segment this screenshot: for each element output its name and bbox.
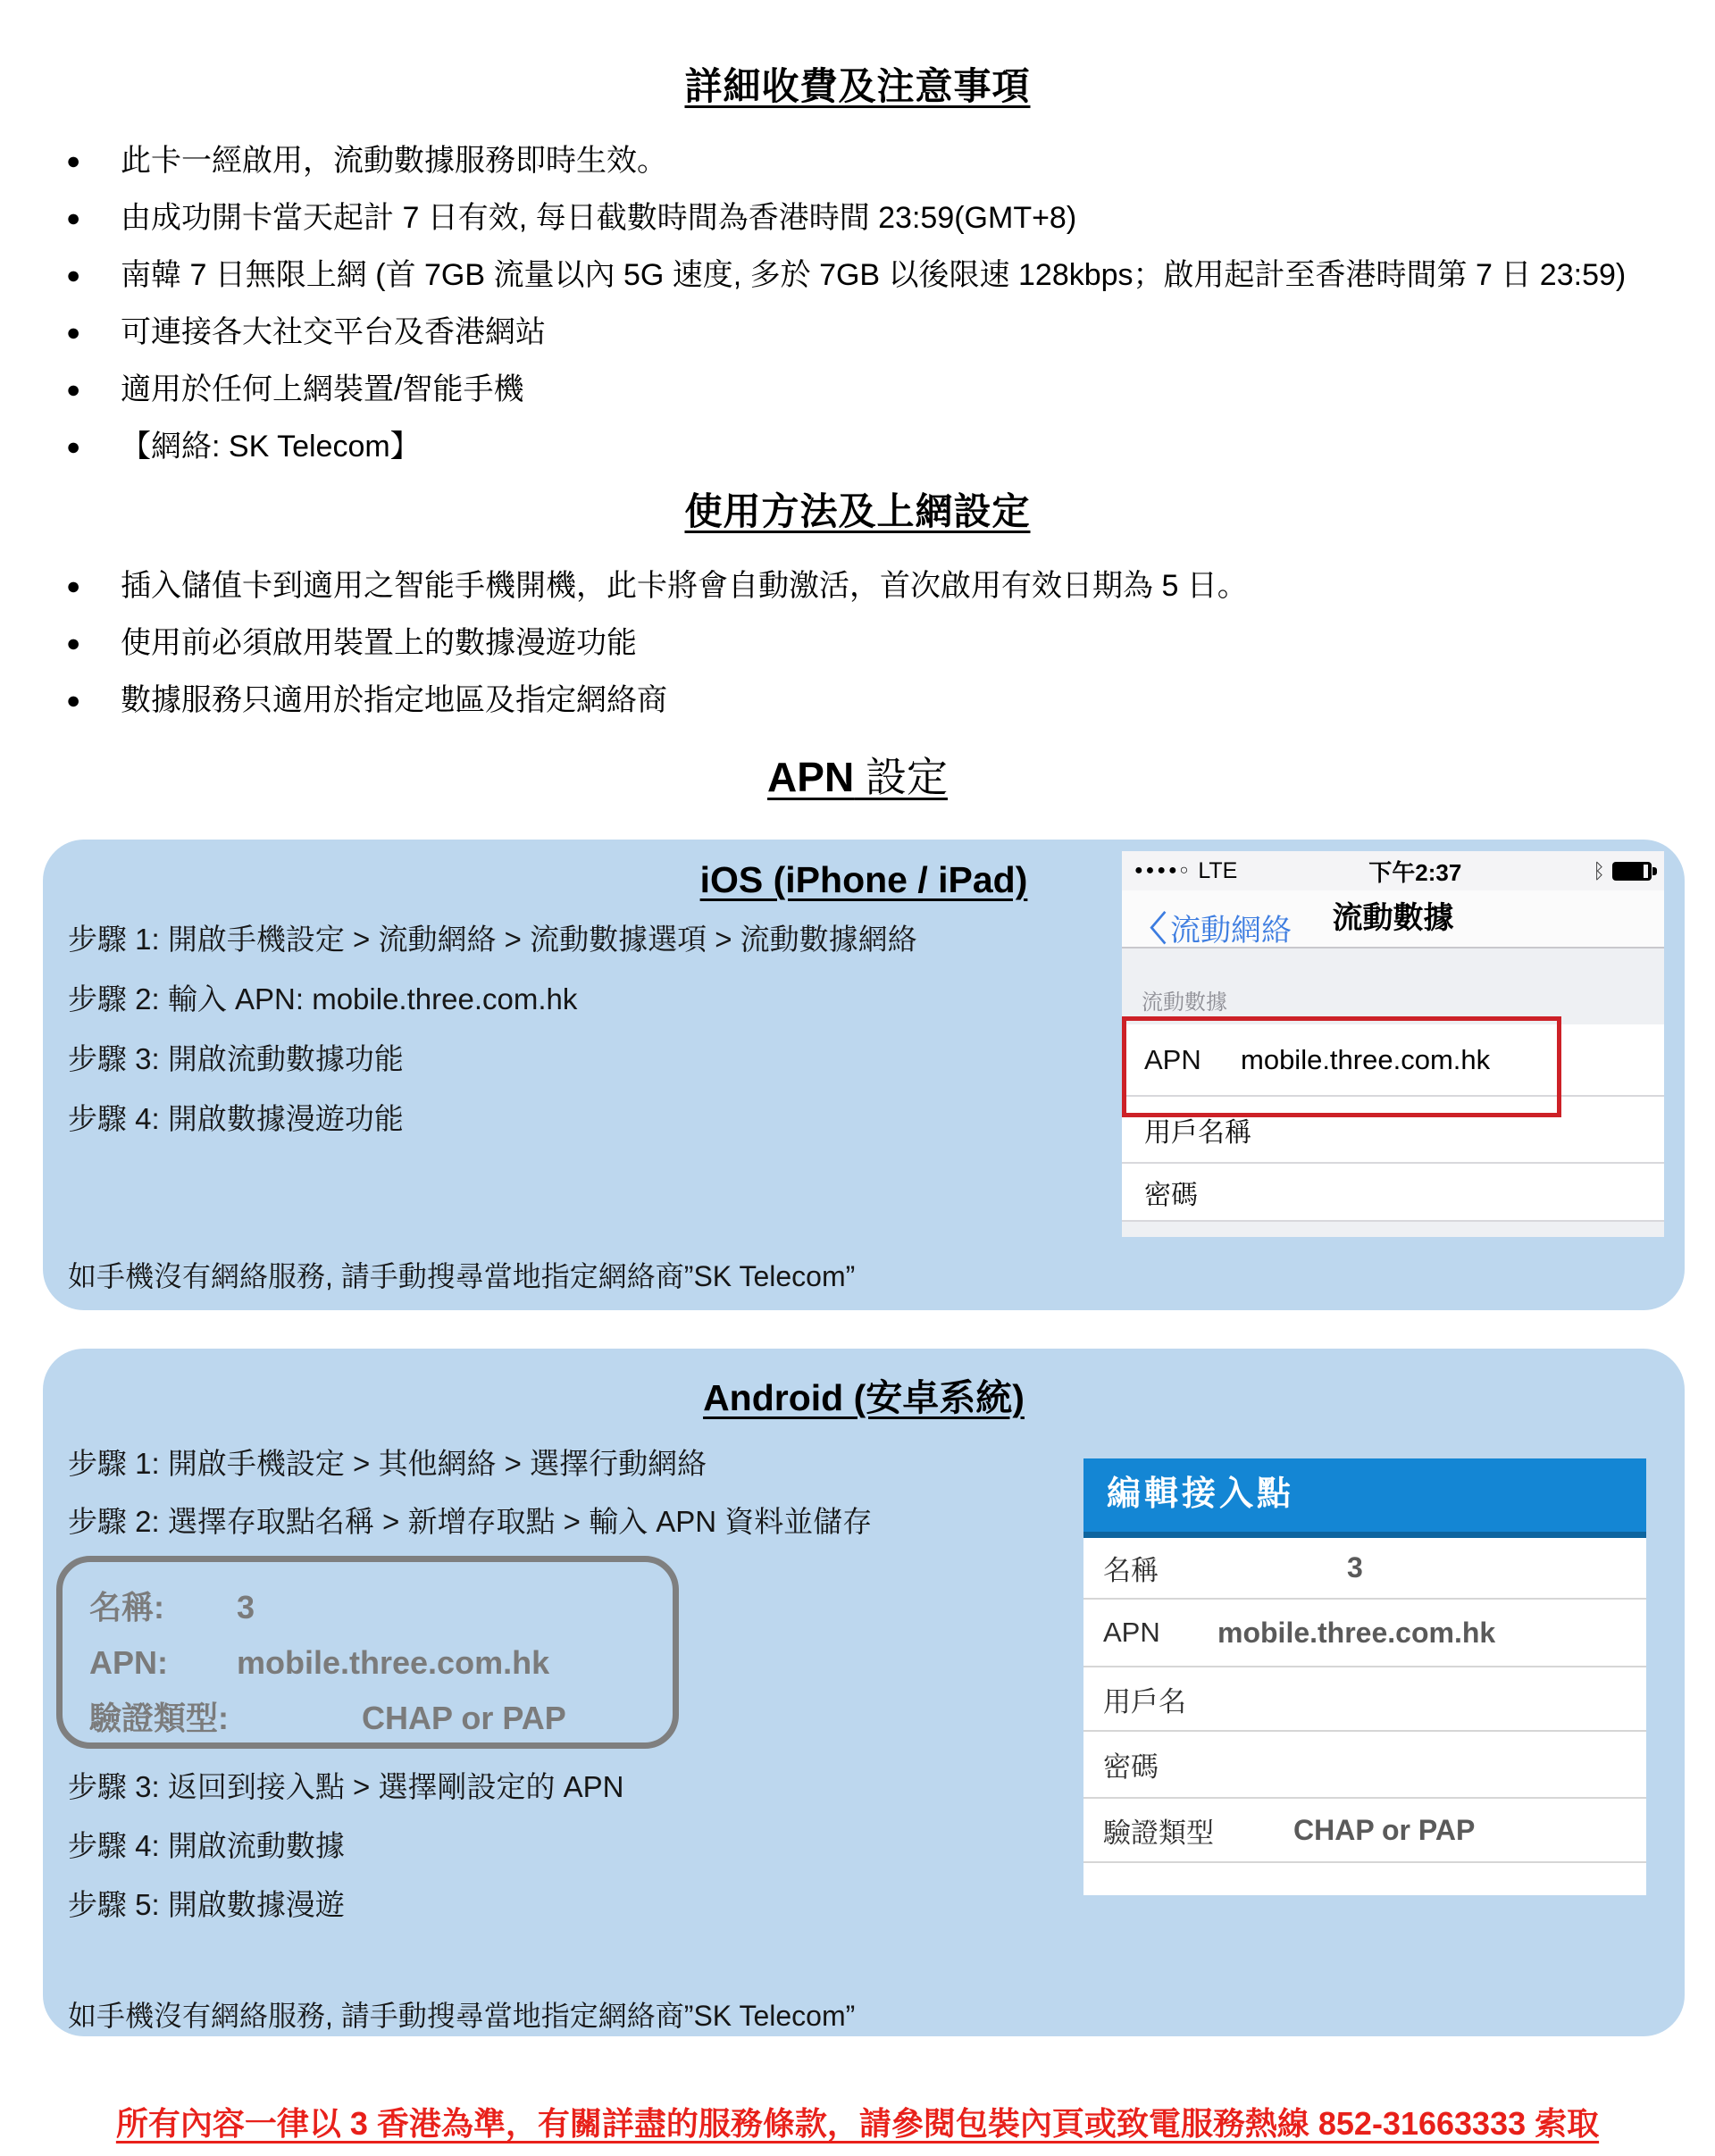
apn-settings-title-text xyxy=(767,754,948,800)
back-button xyxy=(1133,901,1292,950)
iphone-section-header xyxy=(1122,948,1664,1024)
apn-info-box xyxy=(56,1556,679,1749)
apn-info-label: APN: xyxy=(89,1644,168,1681)
field-label: 密碼 xyxy=(1103,1751,1159,1783)
section-label: 流動數據 xyxy=(1142,990,1227,1015)
list-item: ● 【網絡: SK Telecom】 xyxy=(0,418,1715,475)
step-line: 步驟 2: 輸入 APN: mobile.three.com.hk xyxy=(68,982,578,1015)
username-field-label: 用戶名稱 xyxy=(1144,1117,1251,1148)
list-item: ● 適用於任何上網裝置/智能手機 xyxy=(0,361,1715,418)
field-value: 3 xyxy=(1347,1551,1363,1584)
battery-icon xyxy=(1612,862,1652,881)
apn-info-row xyxy=(89,1580,673,1635)
apn-info-row xyxy=(89,1635,673,1691)
apn-info-label: 驗證類型: xyxy=(89,1700,229,1736)
iphone-nav-bar xyxy=(1122,890,1664,948)
step-line: 步驟 4: 開啟流動數據 xyxy=(68,1829,345,1862)
list-item: ● 由成功開卡當天起計 7 日有效, 每日截數時間為香港時間 23:59(GMT+8) xyxy=(0,189,1715,247)
step-line: 步驟 3: 返回到接入點 > 選擇剛設定的 APN xyxy=(68,1770,624,1803)
step-line: 步驟 5: 開啟數據漫遊 xyxy=(68,1888,345,1921)
step-line: 步驟 1: 開啟手機設定 > 其他網絡 > 選擇行動網絡 xyxy=(68,1447,707,1480)
android-field-row xyxy=(1083,1799,1646,1863)
list-item: ● 使用前必須啟用裝置上的數據漫遊功能 xyxy=(0,614,1715,672)
step-line: 步驟 4: 開啟數據漫遊功能 xyxy=(68,1102,404,1135)
field-label: APN xyxy=(1103,1617,1160,1648)
red-highlight-box xyxy=(1122,1016,1561,1117)
field-label: 用戶名 xyxy=(1103,1685,1186,1717)
back-button-label: 流動網絡 xyxy=(1170,914,1293,948)
apn-info-row xyxy=(89,1691,673,1746)
ios-steps xyxy=(68,909,917,1149)
android-steps-top xyxy=(68,1434,872,1550)
apn-settings-title-bold: APN xyxy=(767,754,855,800)
iphone-status-bar xyxy=(1122,851,1664,890)
usage-notes-list xyxy=(0,557,1715,729)
clock-label: 下午2:37 xyxy=(1368,858,1462,886)
android-panel-title-text: Android (安卓系統) xyxy=(703,1377,1025,1418)
apn-info-value: mobile.three.com.hk xyxy=(237,1644,550,1681)
step-line: 步驟 2: 選擇存取點名稱 > 新增存取點 > 輸入 APN 資料並儲存 xyxy=(68,1505,873,1538)
apn-info-value: 3 xyxy=(237,1589,255,1625)
list-item: ● 此卡一經啟用，流動數據服務即時生效。 xyxy=(0,132,1715,189)
list-item: ● 數據服務只適用於指定地區及指定網絡商 xyxy=(0,672,1715,729)
iphone-screenshot xyxy=(1122,851,1664,1237)
list-item: ● 南韓 7 日無限上網 (首 7GB 流量以內 5G 速度, 多於 7GB 以後限速 128kbps；啟用起計至香港時間第 7 日 23:59) xyxy=(0,247,1715,304)
password-field-label: 密碼 xyxy=(1144,1180,1198,1210)
ios-panel xyxy=(43,840,1685,1310)
android-panel-title xyxy=(43,1368,1685,1421)
android-panel xyxy=(43,1349,1685,2036)
android-screenshot xyxy=(1083,1458,1646,1895)
back-chevron-icon: 〈 xyxy=(1133,911,1167,948)
apn-field-label: APN xyxy=(1144,1043,1201,1075)
page-title xyxy=(0,0,1715,111)
ios-no-service-note: 如手機沒有網絡服務, 請手動搜尋當地指定網絡商”SK Telecom” xyxy=(68,1260,856,1292)
list-item: ● 插入儲值卡到適用之智能手機開機，此卡將會自動激活，首次啟用有效日期為 5 日。 xyxy=(0,557,1715,614)
list-item: ● 可連接各大社交平台及香港網站 xyxy=(0,304,1715,361)
step-line: 步驟 3: 開啟流動數據功能 xyxy=(68,1042,404,1075)
charges-notes-list xyxy=(0,132,1715,475)
page-title-text: 詳細收費及注意事項 xyxy=(684,65,1031,107)
android-screen-header: 編輯接入點 xyxy=(1083,1458,1646,1538)
step-line: 步驟 1: 開啟手機設定 > 流動網絡 > 流動數據選項 > 流動數據網絡 xyxy=(68,923,917,956)
apn-info-label: 名稱: xyxy=(89,1589,164,1625)
apn-field-value: mobile.three.com.hk xyxy=(1241,1043,1491,1075)
android-no-service-note: 如手機沒有網絡服務, 請手動搜尋當地指定網絡商”SK Telecom” xyxy=(68,2000,856,2032)
ios-panel-title-text: iOS (iPhone / iPad) xyxy=(699,859,1028,900)
android-field-row xyxy=(1083,1538,1646,1600)
field-label: 驗證類型 xyxy=(1103,1817,1214,1849)
usage-section-title-text: 使用方法及上網設定 xyxy=(684,490,1031,532)
signal-strength-icon: ●●●●○ xyxy=(1134,863,1192,878)
footer-disclaimer-text: 所有內容一律以 3 香港為準，有關詳盡的服務條款，請參閱包裝內頁或致電服務熱線 852-31663333 索取 xyxy=(115,2105,1600,2142)
field-label: 名稱 xyxy=(1103,1555,1159,1586)
field-value: mobile.three.com.hk xyxy=(1217,1616,1496,1649)
android-steps-bottom xyxy=(68,1758,624,1935)
bluetooth-icon: ᛒ xyxy=(1593,858,1605,882)
password-field-row xyxy=(1122,1164,1664,1222)
android-screen-footer-strip xyxy=(1083,1863,1646,1895)
carrier-label: LTE xyxy=(1198,857,1238,883)
footer-disclaimer xyxy=(0,2099,1715,2144)
android-field-row xyxy=(1083,1600,1646,1667)
field-value: CHAP or PAP xyxy=(1293,1813,1476,1846)
usage-section-title xyxy=(0,482,1715,536)
android-field-row xyxy=(1083,1667,1646,1732)
android-field-row xyxy=(1083,1732,1646,1799)
iphone-footer-strip xyxy=(1122,1222,1664,1237)
apn-settings-title-rest: 設定 xyxy=(854,754,948,800)
iphone-nav-title: 流動數據 xyxy=(1332,901,1454,935)
apn-info-value: CHAP or PAP xyxy=(362,1700,566,1736)
apn-settings-title xyxy=(0,745,1715,804)
